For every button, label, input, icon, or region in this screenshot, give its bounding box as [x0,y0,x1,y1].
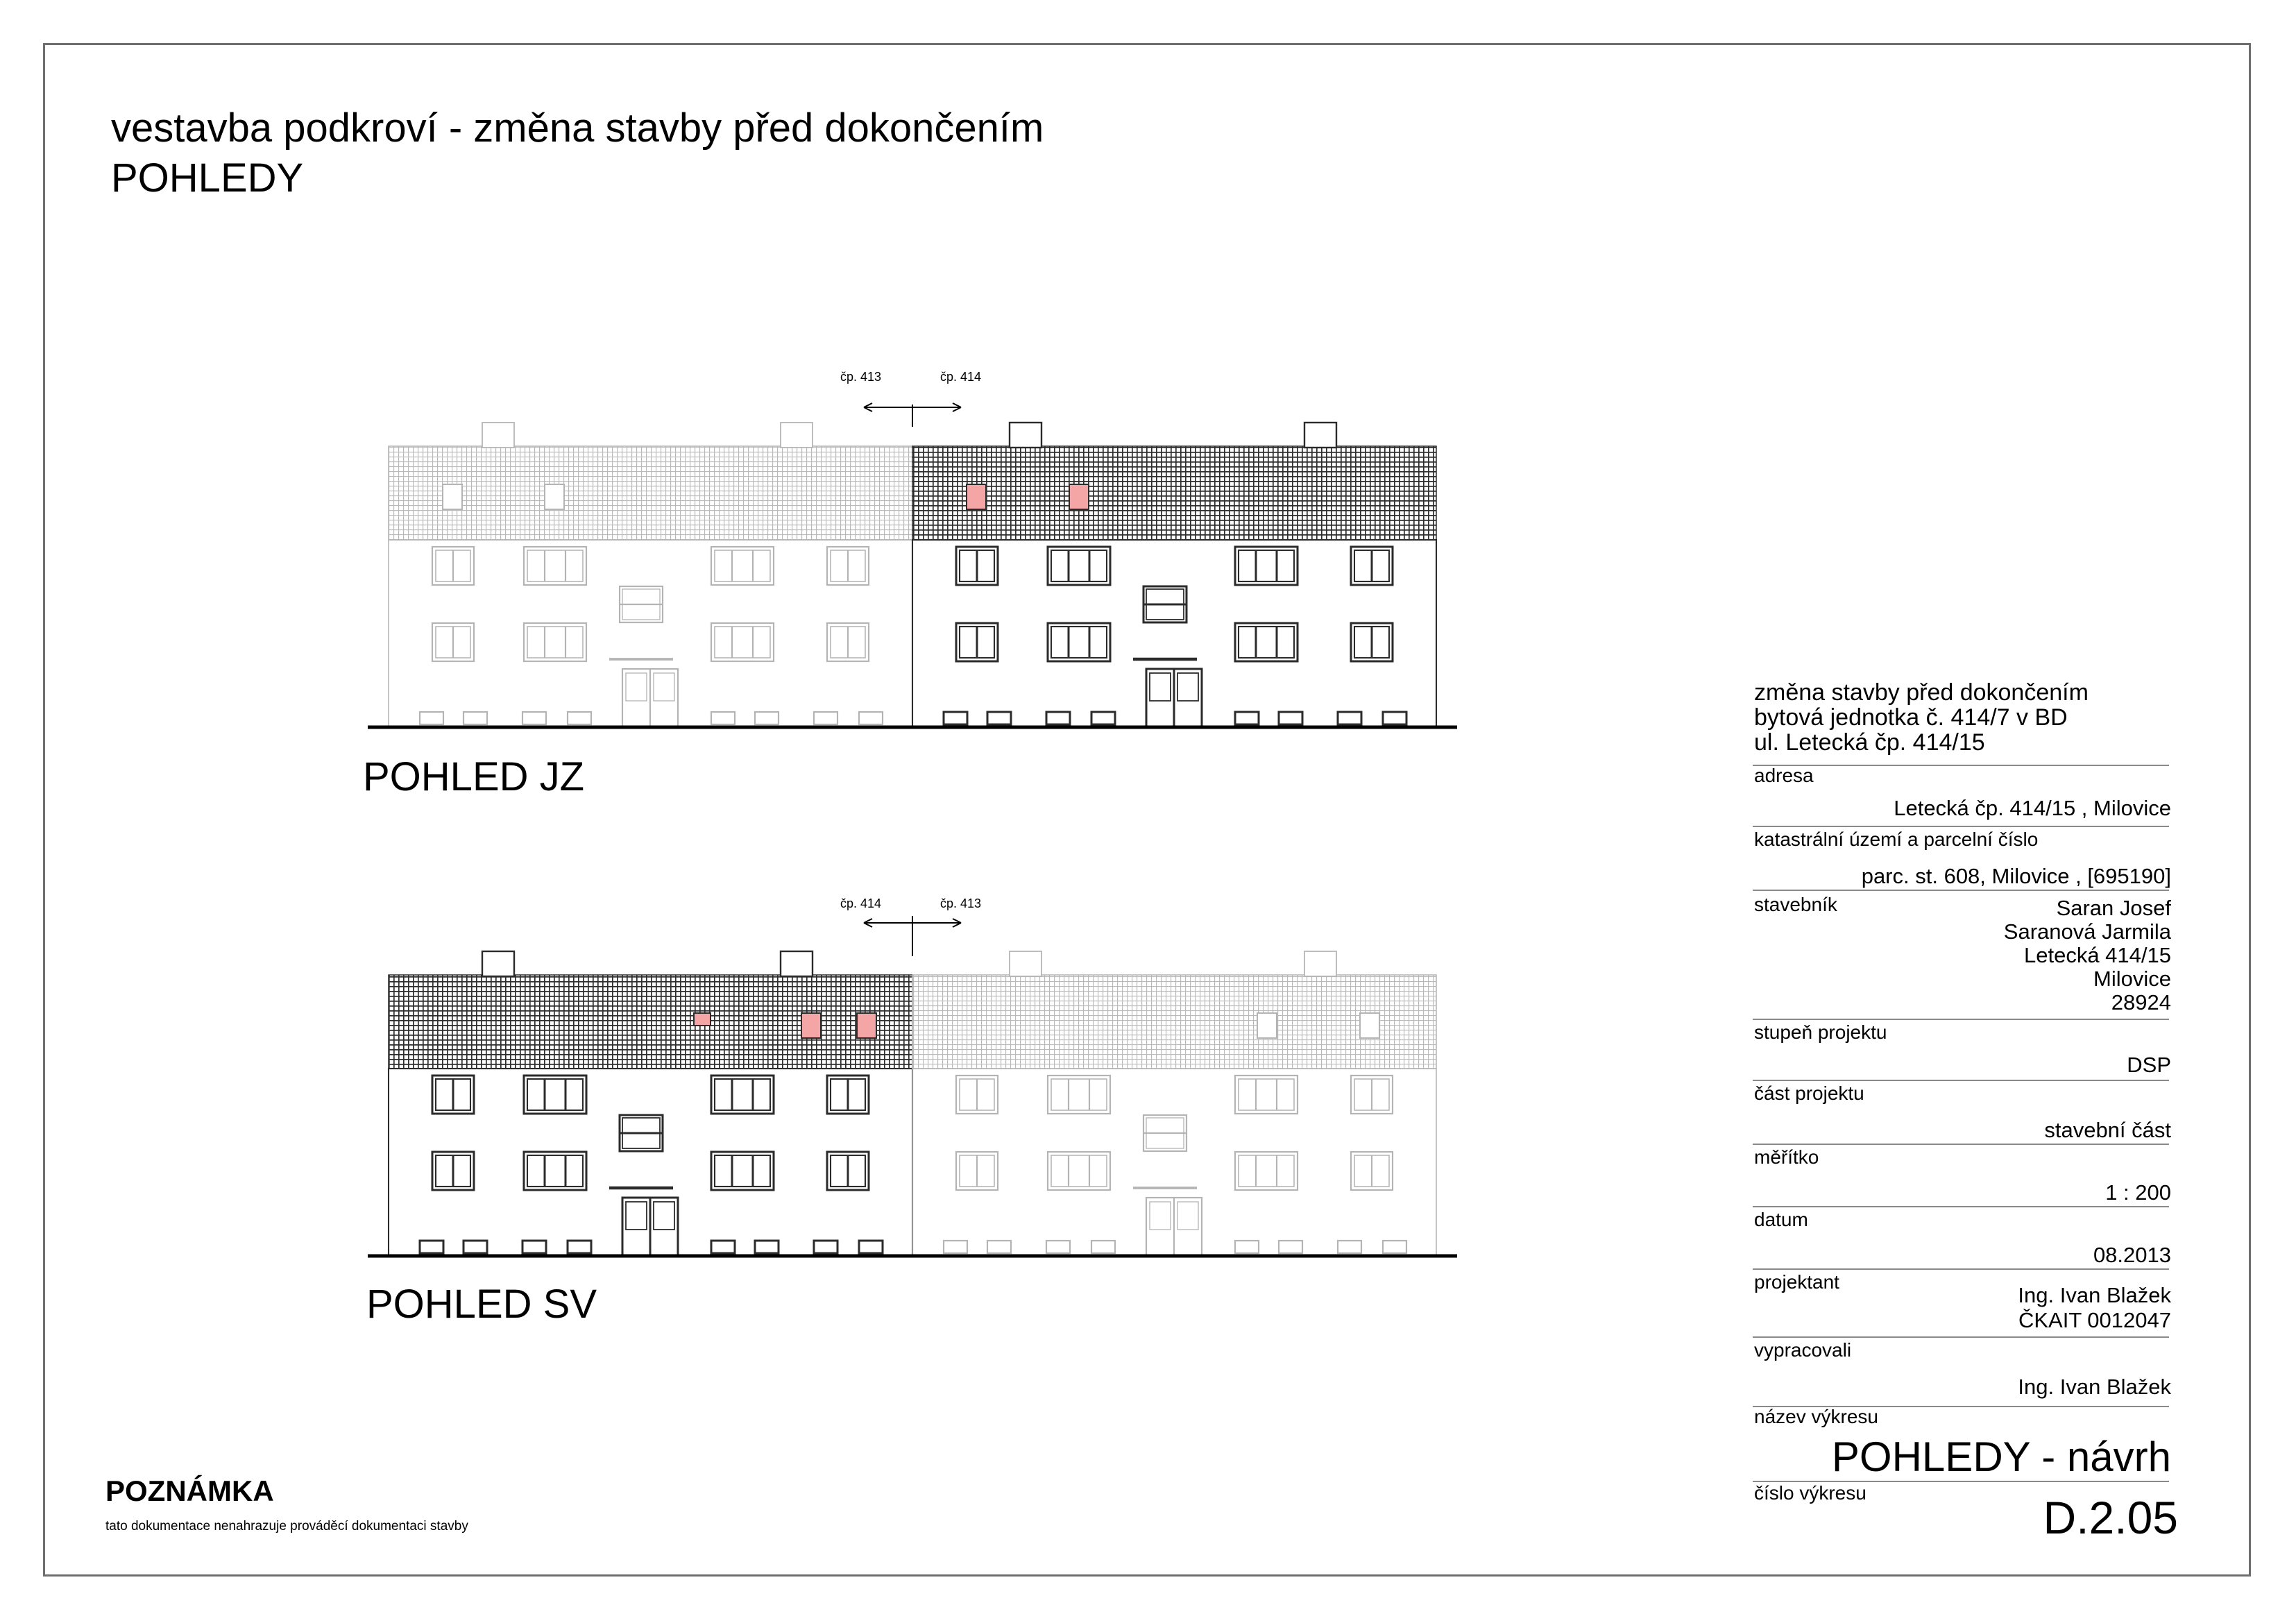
sv-left-chimney-1 [781,951,813,976]
jz-marker-right: čp. 414 [940,370,982,384]
jz-right-basement-window-4 [1235,712,1259,724]
drawing-number-caption: číslo výkresu [1754,1482,1866,1504]
elevation-label-sv: POHLED SV [366,1282,597,1327]
sv-left-basement-window-6 [814,1241,837,1253]
sheet-subtitle: POHLEDY [111,155,304,201]
prepared-value: Ing. Ivan Blažek [2018,1375,2171,1399]
jz-left-roof-window-0 [443,484,462,509]
sv-left-basement-window-1 [464,1241,487,1253]
jz-left-basement-window-4 [711,712,735,724]
jz-left-basement-window-5 [755,712,779,724]
sv-left-basement-window-4 [711,1241,735,1253]
sv-left-chimney-0 [482,951,514,976]
jz-right-roof [912,446,1436,540]
sv-left-roof-window-1 [801,1013,821,1038]
jz-right-basement-window-1 [987,712,1011,724]
jz-left-basement-window-3 [568,712,591,724]
elevation-label-jz: POHLED JZ [363,754,585,799]
jz-right-window-r0-1 [1048,547,1110,585]
part-value: stavební část [2044,1118,2171,1142]
project-line-3: ul. Letecká čp. 414/15 [1754,729,1985,756]
jz-right-window-r1-1 [1048,623,1110,661]
builder-caption: stavebník [1754,894,1837,915]
sv-marker-left: čp. 414 [840,897,881,910]
project-line-2: bytová jednotka č. 414/7 v BD [1754,704,2068,731]
sv-left-basement-window-5 [755,1241,779,1253]
jz-left-basement-window-2 [522,712,546,724]
jz-left-window-r0-1 [524,547,586,585]
divider [1753,1336,2169,1338]
jz-right-basement-window-6 [1338,712,1361,724]
note-text: tato dokumentace nenahrazuje prováděcí dokumentaci stavby [105,1519,468,1533]
sv-right-roof-window-1 [1360,1013,1379,1038]
divider [1753,1144,2169,1145]
sv-right-window-r0-2 [1235,1076,1298,1114]
sv-right-chimney-0 [1010,951,1041,976]
divider [1753,1268,2169,1270]
address-value: Letecká čp. 414/15 , Milovice [1894,796,2171,820]
sv-right-basement-window-4 [1235,1241,1259,1253]
jz-left-basement-window-0 [420,712,443,724]
sv-marker-right: čp. 413 [940,897,982,910]
jz-right-window-r0-2 [1235,547,1298,585]
sv-left-basement-window-3 [568,1241,591,1253]
sv-left-roof [389,975,912,1069]
jz-left-chimney-1 [781,423,813,448]
jz-right-roof-window-0 [967,484,986,509]
sv-right-basement-window-7 [1383,1241,1406,1253]
jz-left-roof-window-1 [545,484,564,509]
jz-left-window-r0-2 [711,547,774,585]
sv-left-roof-window-2 [857,1013,876,1038]
drawing-name-caption: název výkresu [1754,1406,1878,1427]
drawing-name-value: POHLEDY - návrh [1831,1434,2171,1480]
scale-value: 1 : 200 [2105,1180,2171,1205]
builder-name-2: Saranová Jarmila [2003,919,2171,944]
jz-left-basement-window-6 [814,712,837,724]
sv-right-window-r1-2 [1235,1152,1298,1190]
sv-left-roof-window-0 [694,1013,711,1026]
jz-right-chimney-1 [1304,423,1336,448]
stage-value: DSP [2127,1053,2171,1077]
divider [1753,826,2169,827]
sv-right-roof-window-0 [1257,1013,1277,1038]
divider [1753,1019,2169,1020]
sv-left-window-r0-1 [524,1076,586,1114]
sv-right-roof [912,975,1436,1069]
sheet-title: vestavba podkroví - změna stavby před dokončením [111,105,1044,151]
sv-right-basement-window-5 [1279,1241,1302,1253]
designer-caption: projektant [1754,1271,1839,1293]
date-value: 08.2013 [2093,1243,2171,1267]
jz-right-basement-window-5 [1279,712,1302,724]
sv-right-chimney-1 [1304,951,1336,976]
jz-right-roof-window-1 [1069,484,1089,509]
jz-left-basement-window-1 [464,712,487,724]
jz-right-chimney-0 [1010,423,1041,448]
designer-name: Ing. Ivan Blažek [2018,1283,2171,1307]
jz-right-window-r1-2 [1235,623,1298,661]
scale-caption: měřítko [1754,1146,1819,1168]
builder-name-1: Saran Josef [2056,896,2171,920]
builder-zip: 28924 [2111,990,2171,1014]
jz-left-basement-window-7 [859,712,883,724]
sv-right-window-r0-1 [1048,1076,1110,1114]
sv-right-basement-window-6 [1338,1241,1361,1253]
jz-right-basement-window-2 [1046,712,1070,724]
drawing-number-value: D.2.05 [2043,1492,2178,1543]
sv-left-basement-window-2 [522,1241,546,1253]
designer-license: ČKAIT 0012047 [2018,1308,2171,1332]
jz-right-basement-window-7 [1383,712,1406,724]
sv-right-window-r1-1 [1048,1152,1110,1190]
sv-left-window-r0-2 [711,1076,774,1114]
cadastre-caption: katastrální území a parcelní číslo [1754,829,2039,850]
sv-right-basement-window-3 [1091,1241,1115,1253]
jz-left-window-r1-2 [711,623,774,661]
sv-right-basement-window-1 [987,1241,1011,1253]
sv-right-basement-window-2 [1046,1241,1070,1253]
sv-left-window-r1-1 [524,1152,586,1190]
jz-right-basement-window-0 [944,712,967,724]
divider [1753,1206,2169,1207]
sv-left-basement-window-0 [420,1241,443,1253]
stage-caption: stupeň projektu [1754,1021,1887,1043]
jz-marker-left: čp. 413 [840,370,881,384]
cadastre-value: parc. st. 608, Milovice , [695190] [1861,864,2171,888]
sv-right-basement-window-0 [944,1241,967,1253]
date-caption: datum [1754,1209,1808,1230]
sv-left-window-r1-2 [711,1152,774,1190]
jz-left-roof [389,446,912,540]
project-line-1: změna stavby před dokončením [1754,679,2089,706]
address-caption: adresa [1754,765,1814,786]
divider [1753,890,2169,891]
note-heading: POZNÁMKA [105,1475,274,1507]
part-caption: část projektu [1754,1082,1864,1104]
divider [1753,1080,2169,1081]
builder-street: Letecká 414/15 [2023,943,2171,967]
jz-left-chimney-0 [482,423,514,448]
jz-left-window-r1-1 [524,623,586,661]
sv-left-basement-window-7 [859,1241,883,1253]
prepared-caption: vypracovali [1754,1339,1852,1361]
builder-city: Milovice [2093,967,2171,991]
divider [1753,765,2169,766]
jz-right-basement-window-3 [1091,712,1115,724]
